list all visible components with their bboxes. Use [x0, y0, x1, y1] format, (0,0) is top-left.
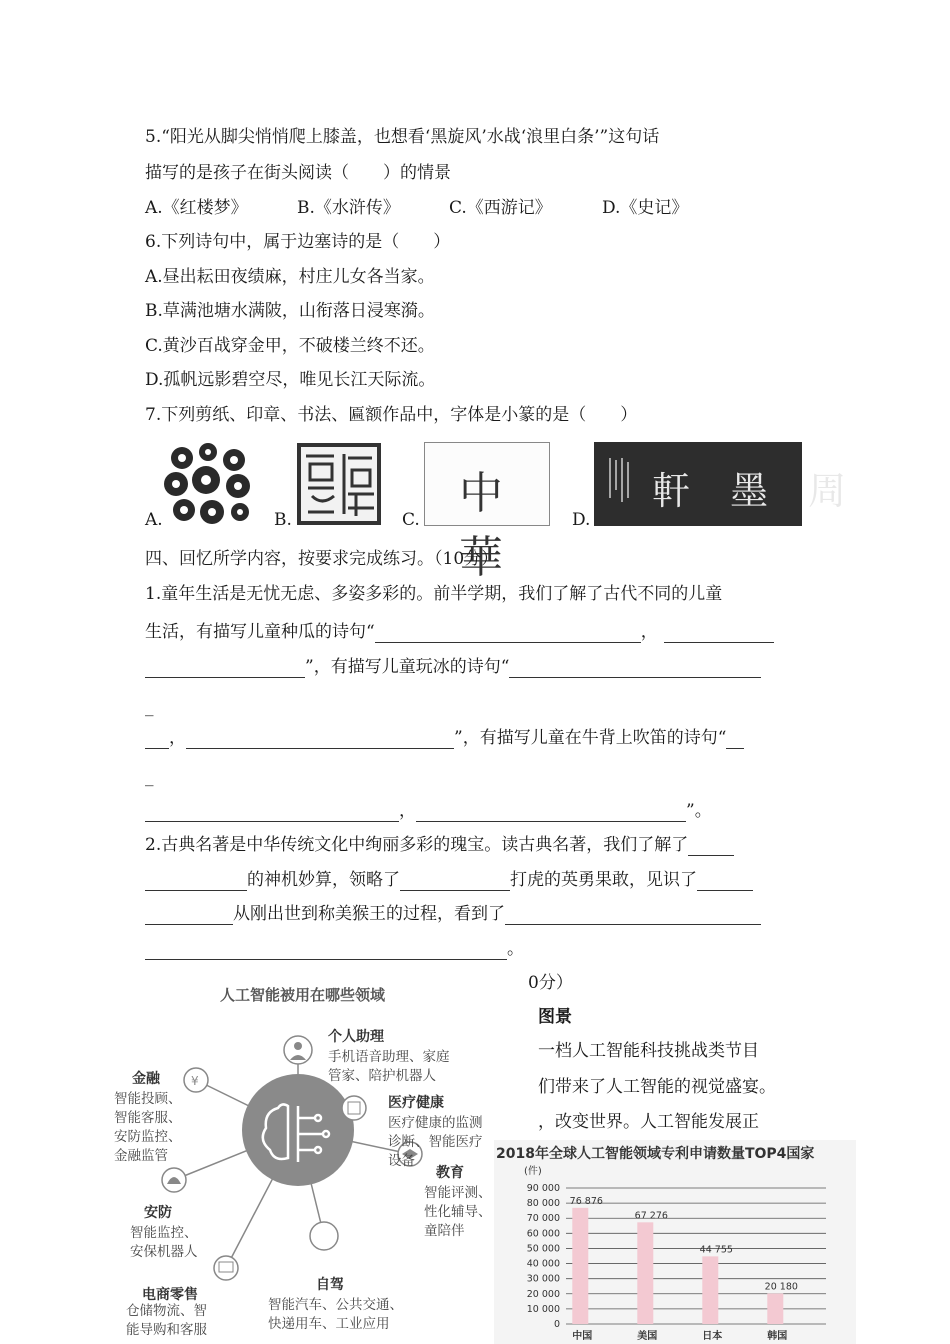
node-assistant-head: 个人助理 — [328, 1029, 384, 1045]
ecommerce-icon — [214, 1256, 238, 1280]
x-tick-label: 韩国 — [767, 1331, 788, 1342]
bar — [637, 1222, 653, 1324]
bar — [702, 1256, 718, 1324]
y-tick-label: 80 000 — [526, 1198, 560, 1210]
node-medical-body: 医疗健康的监测 诊断、智能医疗 设备 — [388, 1115, 483, 1169]
q7-label-b: B. — [274, 510, 292, 530]
plaque-text: 軒 墨 周 — [652, 469, 861, 513]
s5-title: 图景 — [538, 1007, 572, 1027]
q6-option-c: C.黄沙百战穿金甲，不破楼兰终不还。 — [145, 336, 435, 356]
section4-heading: 四、回忆所学内容，按要求完成练习。（10分） — [145, 549, 499, 569]
answer-blank[interactable] — [664, 625, 774, 643]
node-ecommerce-body: 仓储物流、智 能导购和客服 — [126, 1303, 207, 1338]
answer-blank[interactable] — [145, 907, 233, 925]
answer-blank[interactable] — [505, 907, 761, 925]
q5-option-b: B.《水浒传》 — [297, 198, 400, 218]
answer-blank[interactable] — [145, 942, 507, 960]
q7-label-c: C. — [402, 510, 420, 530]
chart-title: 2018年全球人工智能领域专利申请数量TOP4国家 — [496, 1146, 815, 1162]
bar-value-label: 67 276 — [634, 1210, 668, 1222]
q7-label-d: D. — [572, 510, 591, 530]
y-tick-label: 20 000 — [526, 1288, 560, 1300]
q5-option-d: D.《史记》 — [602, 198, 689, 218]
y-axis-label: (件) — [524, 1166, 542, 1177]
bar-value-label: 44 755 — [699, 1244, 733, 1256]
q5-option-a: A.《红楼梦》 — [145, 198, 248, 218]
x-tick-label: 中国 — [572, 1331, 593, 1342]
bar — [767, 1294, 783, 1324]
y-tick-label: 40 000 — [526, 1258, 560, 1270]
q5-line1: 5.“阳光从脚尖悄悄爬上膝盖，也想看‘黑旋风’水战‘浪里白条’”这句话 — [145, 127, 660, 147]
q7-stem: 7.下列剪纸、印章、书法、匾额作品中，字体是小篆的是（ ） — [145, 405, 638, 425]
bar — [572, 1208, 588, 1324]
node-security-head: 安防 — [144, 1205, 172, 1221]
papercut-image — [160, 440, 254, 526]
s5-line2: 们带来了人工智能的视觉盛宴。 — [538, 1077, 776, 1097]
q5-option-c: C.《西游记》 — [449, 198, 552, 218]
ai-fields-diagram — [92, 968, 528, 1344]
node-assistant-body: 手机语音助理、家庭 管家、陪护机器人 — [328, 1049, 450, 1084]
seal-image — [296, 442, 382, 526]
s4-p1-line2: 生活，有描写儿童种瓜的诗句“ ， — [145, 621, 774, 643]
q6-option-d: D.孤帆远影碧空尽，唯见长江天际流。 — [145, 370, 436, 390]
patent-chart — [494, 1140, 856, 1344]
s4-p1-line7: ， ”。 — [145, 800, 712, 822]
y-tick-label: 10 000 — [526, 1303, 560, 1315]
y-tick-label: 50 000 — [526, 1243, 560, 1255]
node-finance-body: 智能投顾、 智能客服、 安防监控、 金融监管 — [114, 1091, 182, 1164]
q6-stem: 6.下列诗句中，属于边塞诗的是（ ） — [145, 232, 451, 252]
s4-p1-line3: ”，有描写儿童玩冰的诗句“ — [145, 656, 761, 678]
answer-blank[interactable] — [726, 731, 744, 749]
node-finance-head: 金融 — [132, 1071, 160, 1087]
answer-blank[interactable] — [145, 731, 169, 749]
autodrive-icon — [310, 1222, 338, 1250]
s4-p2-line4: 。 — [145, 938, 524, 960]
y-tick-label: 70 000 — [526, 1213, 560, 1225]
q5-line2: 描写的是孩子在街头阅读（ ）的情景 — [145, 163, 451, 183]
s4-p2-line1: 2.古典名著是中华传统文化中绚丽多彩的瑰宝。读古典名著，我们了解了 — [145, 834, 734, 856]
calligraphy-text: 中 華 — [459, 468, 515, 583]
answer-blank[interactable] — [186, 731, 454, 749]
s4-p1-dash1: _ — [145, 697, 154, 717]
q6-option-b: B.草满池塘水满陂，山衔落日浸寒漪。 — [145, 301, 435, 321]
node-ecommerce-head: 电商零售 — [142, 1287, 198, 1303]
answer-blank[interactable] — [375, 625, 641, 643]
node-education-head: 教育 — [436, 1165, 464, 1181]
answer-blank[interactable] — [416, 804, 686, 822]
q7-label-a: A. — [145, 510, 163, 530]
svg-text:¥: ¥ — [191, 1074, 199, 1088]
s4-p2-line2: 的神机妙算，领略了 打虎的英勇果敢，见识了 — [145, 869, 753, 891]
answer-blank[interactable] — [688, 838, 734, 856]
bar-value-label: 20 180 — [764, 1281, 798, 1293]
y-tick-label: 0 — [553, 1319, 560, 1330]
answer-blank[interactable] — [509, 660, 761, 678]
node-education-body: 智能评测、 性化辅导、 童陪伴 — [424, 1185, 492, 1239]
node-medical-head: 医疗健康 — [388, 1095, 444, 1111]
s4-p1-line1: 1.童年生活是无忧无虑、多姿多彩的。前半学期，我们了解了古代不同的儿童 — [145, 584, 723, 604]
answer-blank[interactable] — [145, 873, 247, 891]
x-tick-label: 美国 — [637, 1331, 658, 1342]
node-security-body: 智能监控、 安保机器人 — [130, 1225, 198, 1260]
s4-p2-line3: 从刚出世到称美猴王的过程，看到了 — [145, 903, 761, 925]
medical-icon — [342, 1096, 366, 1120]
y-tick-label: 30 000 — [526, 1273, 560, 1285]
y-tick-label: 60 000 — [526, 1228, 560, 1240]
answer-blank[interactable] — [145, 804, 399, 822]
diagram-title: 人工智能被用在哪些领域 — [220, 986, 386, 1004]
answer-blank[interactable] — [697, 873, 753, 891]
answer-blank[interactable] — [145, 660, 305, 678]
node-autodrive-body: 智能汽车、公共交通、 快递用车、工业应用 — [268, 1297, 403, 1332]
calligraphy-image — [424, 442, 550, 583]
s5-line1: 一档人工智能科技挑战类节目 — [538, 1041, 759, 1061]
bar-value-label: 76 876 — [569, 1195, 603, 1207]
q6-option-a: A.昼出耘田夜绩麻，村庄儿女各当家。 — [145, 267, 435, 287]
plaque-image — [594, 442, 861, 526]
answer-blank[interactable] — [400, 873, 510, 891]
s5-line3: ，改变世界。人工智能发展正 — [538, 1112, 759, 1132]
node-autodrive-head: 自驾 — [316, 1277, 344, 1293]
x-tick-label: 日本 — [702, 1331, 723, 1342]
chart-plot — [494, 1160, 856, 1344]
s4-p1-dash2: _ — [145, 767, 154, 787]
s4-p1-line5: ， ”，有描写儿童在牛背上吹笛的诗句“ — [145, 727, 744, 749]
y-tick-label: 90 000 — [526, 1183, 560, 1194]
s5-score: 0分） — [528, 973, 573, 993]
